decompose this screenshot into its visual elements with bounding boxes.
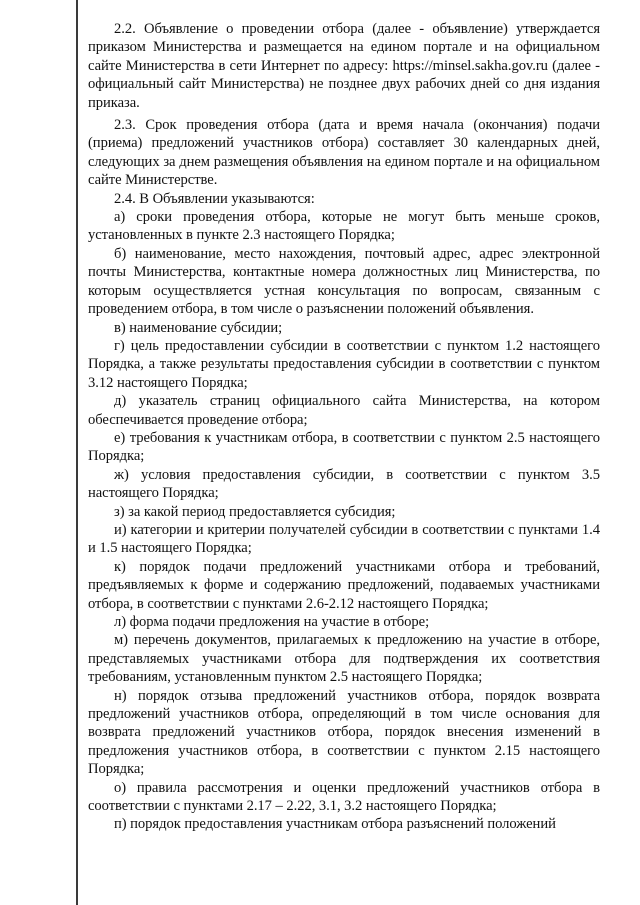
list-item-k: к) порядок подачи предложений участниками отбора и требований, предъявляемых к форме и содержанию предложений, подаваемых участниками отбора, в соответствии с пунктами 2.6-2.12 настоящего Порядка; <box>88 558 600 612</box>
list-item-e: е) требования к участникам отбора, в соответствии с пунктом 2.5 настоящего Порядка; <box>88 429 600 465</box>
document-body <box>88 20 600 834</box>
list-item-g: г) цель предоставлении субсидии в соответствии с пунктом 1.2 настоящего Порядка, а также результаты предоставления субсидии в соответствии с пунктом 3.12 настоящего Порядка; <box>88 337 600 391</box>
list-item-z: з) за какой период предоставляется субсидия; <box>114 503 396 520</box>
list-item-p: п) порядок предоставления участникам отбора разъяснений положений <box>114 816 556 833</box>
page-binding-edge <box>76 0 78 905</box>
list-item-o: о) правила рассмотрения и оценки предложений участников отбора в соответствии с пунктами 2.17 – 2.22, 3.1, 3.2 настоящего Порядка; <box>88 779 600 815</box>
list-item-b: б) наименование, место нахождения, почтовый адрес, адрес электронной почты Министерства, контактные номера должностных лиц Министерства, по которым осуществляется устная консультация по вопросам, связанным с проведением отбора, в том числе о разъяснении положений объявления. <box>88 245 600 318</box>
list-item-i: и) категории и критерии получателей субсидии в соответствии с пунктами 1.4 и 1.5 настоящего Порядка; <box>88 521 600 557</box>
paragraph-2-3: 2.3. Срок проведения отбора (дата и время начала (окончания) подачи (приема) предложений участников отбора) составляет 30 календарных дней, следующих за днем размещения объявления на едином портале и на официальном сайте Министерстве. <box>88 117 600 189</box>
list-item-n: н) порядок отзыва предложений участников отбора, порядок возврата предложений участников отбора, определяющий в том числе основания для возврата предложений участников отбора, порядок внесения изменений в предложения участников отбора, в соответствии с пунктом 2.15 настоящего Порядка; <box>88 687 600 778</box>
paragraph-2-4: 2.4. В Объявлении указываются: <box>114 190 315 207</box>
list-item-l: л) форма подачи предложения на участие в отборе; <box>114 614 430 630</box>
list-item-v: в) наименование субсидии; <box>114 319 283 336</box>
list-item-zh: ж) условия предоставления субсидии, в соответствии с пунктом 3.5 настоящего Порядка; <box>88 466 600 502</box>
paragraph-2-2: 2.2. Объявление о проведении отбора (далее - объявление) утверждается приказом Министерства и размещается на едином портале и на официальном сайте Министерства в сети Интернет по адресу: https://minsel.sakha.gov.ru (далее - официальный сайт Министерства) не позднее двух рабочих дней со дня издания приказа. <box>88 21 600 111</box>
list-item-d: д) указатель страниц официального сайта Министерства, на котором обеспечивается проведение отбора; <box>88 393 600 428</box>
list-item-m: м) перечень документов, прилагаемых к предложению на участие в отборе, представляемых участниками отбора для подтверждения их соответствия требованиям, установленным пунктом 2.5 настоящего Порядка; <box>88 632 600 686</box>
list-item-a: а) сроки проведения отбора, которые не могут быть меньше сроков, установленных в пункте 2.3 настоящего Порядка; <box>88 209 600 244</box>
